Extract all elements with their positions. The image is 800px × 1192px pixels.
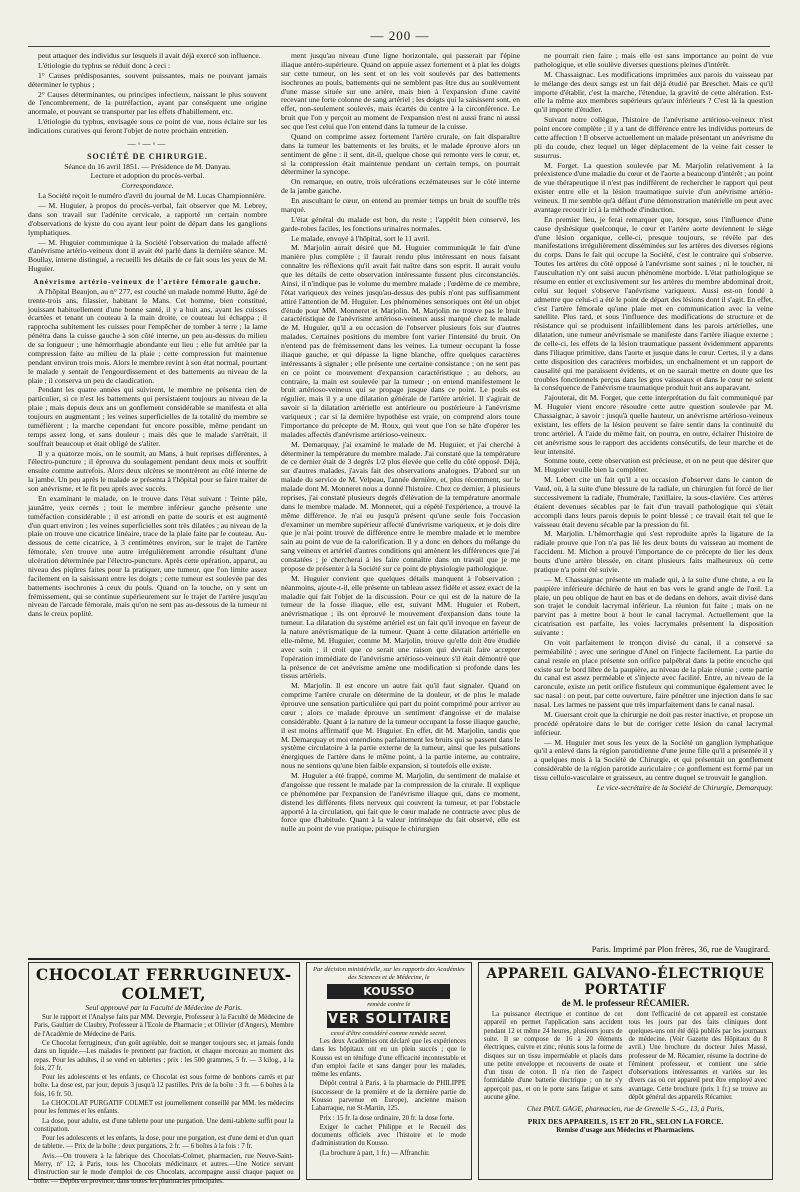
paragraph: L'état général du malade est bon, du reste ; l'appétit bien conservé, les garde-robes faciles, les fonctions urinaires normales. [281,214,520,233]
paragraph: M. Huguier convient que quelques détails manquent à l'observation ; néanmoins, ajoute-t-il, elle présente un tableau assez fidèle et assez exact de la maladie qui fait l'objet de la discussion. Pour ce qui est de la nature de la tumeur de la fosse iliaque, elle est, suivant MM. Huguier et Robert, anévrismatique ; ils ont éprouvé le mouvement d'expansion dans toute la tumeur. La dilatation du système artériel est un fait qu'il invoque en faveur de la nature anévrismatique de la tumeur. Quant à cette dilatation artérielle en elle-même, M. Huguier, comme M. Marjolin, trouve qu'elle doit être étudiée avec soin ; il croit que ce serait une raison qui devrait faire accepter l'opération immédiate de l'anévrisme artérioso-veineux s'il était démontré que la présence de cet anévrisme amène une modification si profonde dans les tissus artériels. [281,573,520,681]
advert-text: La puissance électrique et continue de cet appareil en permet l'application sans accident pendant 12 et même 24 heures, plusieurs jours de suite. Il se compose de 16 à 20 éléments électriques, cuivre et zinc, réunis sous la forme de disques sur un tissu imperméable et placés dans une petite enveloppe et recouverts de ouate et d'un tissu de coton. Il n'a rien de l'aspect formidable d'une batterie électrique ; on ne s'y apperçoit pas, et on le porte sans fatigue et sans aucune gêne. [483,1011,623,1101]
paragraph: Il y a quatorze mois, on le soumit, au Mans, à huit reprises différentes, à l'électro-puncture ; il éprouva du soulagement pendant deux mois et souffrit ensuite comme autrefois. Alors deux ulcères se montrèrent au côté interne de la jambe. Un peu après le malade se présenta à l'hôpital pour se faire traiter de son anévrisme, et le fit peu après avec succès. [28,448,267,493]
paragraph: M. Guersant croit que la chirurgie ne doit pas rester inactive, et propose un procédé opératoire dans le but de corriger cette lésion du canal lacrymal inférieur. [534,709,773,737]
paragraph: L'étiologie du typhus se réduit donc à ceci : [38,60,171,70]
paragraph: M. Forget. La question soulevée par M. Marjolin relativement à la préexistence d'une maladie du cœur et de l'aorte a beaucoup d'intérêt ; au point de vue thérapeutique il n'est pas indifférent de rechercher le rapport qui peut exister entre elle et la lésion traumatique suivie d'un anévrisme artério-veineux. Il me semble qu'à défaut d'une démonstration matérielle on peut avec avantage recourir ici à la méthode d'induction. [534,160,773,214]
paragraph: A l'hôpital Beaujon, au n° 277, est couché un malade nommé Hutte, âgé de trente-trois ans, filassier, habitant le Mans. Cet homme, bien constitué, jouissant habituellement d'une bonne santé, il y a huit ans, ayant les cuisses écartées et tenant un couteau à la main droite, ce couteau lui échappa ; il rapprocha subitement les cuisses pour l'empêcher de tomber à terre ; la lame pénétra dans la cuisse gauche à son côté interne, un peu au-dessus du milieu de sa longueur ; une hémorrhagie abondante eut lieu ; elle fut arrêtée par la compression faite au milieu de la plaie ; cette compression fut maintenue pendant environ trois mois. Alors le membre revint à son état normal, pourtant le malade y sentait de l'engourdissement et des battements au niveau de la plaie ; il conserva un peu de claudication. [28,286,267,385]
paragraph: ne pourrait rien faire ; mais elle est sans importance au point de vue pathologique, et elle soulève diverses questions pleines d'intérêt. [534,51,773,69]
header-rule [28,46,770,47]
advert-title: CHOCOLAT FERRUGINEUX-COLMET, [35,965,292,1003]
paragraph: On voit parfaitement le tronçon divisé du canal, il a conservé sa perméabilité ; avec une seringue d'Anel on l'injecte facilement. La partie du canal restée en place présente son orifice palpébral dans la petite encoche qui existe sur le bord libre de la paupière, au niveau de la plaie réunie ; cette partie du canal est assez perméable et s'injecte avec facilité. Entre, au niveau de la caroncule, existe un petit orifice fistuleux qui communique également avec le sac nasal : on peut, par cette ouverture, faire pénétrer une injection dans le sac nasal. Les larmes ne passent que très imparfaitement dans le canal nasal. [534,637,773,709]
paragraph: M. Huguier a été frappé, comme M. Marjolin, du sentiment de malaise et d'angoisse que ressent le malade par la compression de la crurale. Il explique ce phénomène par l'expansion de l'anévrisme iliaque qui, dans ce moment, distend les différents filets nerveux qui couvrent la tumeur, et par l'obstacle apporté à la circulation, qui fait que le cœur malade ne contracte avec plus de force que d'habitude. Quant à la valeur intrinsèque du fait observé, elle est nulle au point de vue pratique, puisque le chirurgien [281,771,520,834]
paragraph: En examinant le malade, on le trouve dans l'état suivant : Teinte pâle, jaunâtre, yeux cernés ; tout le membre inférieur gauche présente une tuméfaction considérable ; il est arrondi en patte de souris et est augmenté d'un quart environ ; les veines superficielles sont très dilatées ; au niveau de la plaie on trouve une cicatrice linéaire, trace de la plaie faite par le couteau. Au-dessous de cette cicatrice, à 3 centimètres environ, sur le trajet de l'artère fémorale, s'en trouve une autre irrégulièrement arrondie résultant d'une ulcération déterminée par l'électro-puncture. Après cette opération, apparut, au niveau des piqûres faites pour la pratiquer, une tumeur, que l'on limite assez facilement en la saisissant entre les doigts ; cette tumeur est soulevée par des battements isochrones à ceux du pouls. Quand on la touche, on y sent un frémissement, qui se continue supérieurement sur le trajet de l'artère jusqu'au niveau de l'arcade fémorale, mais qu'on ne sent pas au-dessous de la tumeur ni dans le creux poplité. [28,493,267,619]
advert-text: Le CHOCOLAT PURGATIF COLMET est journellement conseillé par MM. les médecins pour les femmes et les enfants. [34,1100,294,1116]
paragraph: On remarque, en outre, trois ulcérations eczémateuses sur le côté interne de la jambe gauche. [281,177,520,196]
advert-text: remède contre le [367,1000,411,1008]
advert-text: Prix : 15 fr. la dose ordinaire, 20 fr. la dose forte. [319,1114,455,1122]
advert-text: Avis.—On trouvera à la fabrique des Chocolats-Colmet, pharmacien, rue Neuve-Saint-Merry, n° 12, à Paris, tous les Chocolats médicinaux et autres.—Une Notice servant d'instruction sur le mode d'emploi de ces Chocolats, accompagne aussi chaque paquet ou boîte. — Dépôts en province, dans toutes les pharmacies principales. [34,1152,294,1185]
subheading: Correspondance. [121,181,174,191]
advert-text: Pour les adolescents et les enfants, la dose, pour une purgation, est d'une demi et d'un quart de tablette. — Prix de la boîte : deux purgations, 2 fr. — 6 boîtes à la fois : 7 fr. [34,1135,294,1151]
paragraph: — M. Huguier met sous les yeux de la Société un ganglion lymphatique qu'il a enlevé dans la région parotidienne d'une jeune fille qu'il a présentée il y a quelques mois à la Société de Chirurgie, et qui présentait un gonflement considérable de la région parotide auriculaire ; ce gonflement est formé par un tissu cellulo-vasculaire et graisseux, au centre duquel se trouvait le ganglion. [534,737,773,782]
paragraph: 1° Causes prédisposantes, souvent puissantes, mais ne pouvant jamais déterminer le typhus ; [28,70,267,89]
paragraph: — M. Huguier communique à la Société l'observation du malade affecté d'anévrisme artério-veineux dont il avait été parlé dans la dernière séance. M. Boullay, interne distingué, a recueilli les détails de ce fait sous les yeux de M. Huguier. [28,237,267,274]
signature-line: Le vice-secrétaire de la Société de Chirurgie, Demarquay. [596,782,773,792]
paragraph: Le malade, envoyé à l'hôpital, sort le 11 avril. [291,233,430,243]
advert-subtitle: de M. le professeur RÉCAMIER. [561,998,690,1009]
paragraph: Lecture et adoption du procès-verbal. [90,171,205,181]
paragraph: M. Marjolin. L'hémorrhagie qui s'est reproduite après la ligature de la radiale prouve que l'on n'a pas lié les deux bouts du vaisseau au moment de l'accident. M. Michon a prouvé l'importance de ce précepte de lier les deux bouts d'une artère blessée, en citant plusieurs faits malheureux où cette pratique n'a point été suivie. [534,529,773,574]
advert-text: Sur le rapport et l'Analyse faits par MM. Devergie, Professeur à la Faculté de Médecine de Paris, Gaultier de Claubry, Professeur à l'Ecole de Pharmacie ; et Ollivier (d'Angers), Membre de l'Académie de Médecine de Paris. [34,1014,294,1038]
advert-price: PRIX DES APPAREILS, 15 ET 20 FR., SELON LA FORCE. [527,1117,724,1127]
advert-chocolat [28,962,300,1185]
case-heading: Anévrisme artério-veineux de l'artère fémorale gauche. [33,277,262,287]
paragraph: Quand on comprime assez fortement l'artère crurale, on fait disparaître dans la tumeur les battements et les bruits, et le malade éprouve alors un sentiment de gêne : il sent, dit-il, quelque chose qui remonte vers le cœur, et, si la compression était maintenue pendant un certain temps, on pourrait déterminer la syncope. [281,131,520,177]
paragraph: M. Marjolin. Il est encore un autre fait qu'il faut signaler. Quand on comprime l'artère crurale on détermine de la douleur, et de plus le malade éprouve une sensation particulière qui part du point comprimé pour arriver au cœur ; alors ce malade éprouve un sentiment d'angoisse et de malaise considérable. Quant à la nature de la tumeur occupant la fosse iliaque gauche, il est moins affirmatif que M. Huguier. En effet, dit M. Marjolin, tandis que M. Demarquay et moi entendions parfaitement les bruits qui se passent dans le système circulatoire à la partie externe de la tumeur, ainsi que les pulsations énergiques de l'artère dans le même point, à la partie interne, au contraire, nous ne sentions qu'une bien faible expansion, si toutefois elle existe. [281,681,520,771]
advert-text: Ce Chocolat ferrugineux, d'un goût agréable, doit se manger toujours sec, et jamais fondu dans un liquide.—Les malades le prennent par fraction, et chaque morceau au moment des repas. Pour les adultes, il se vend en tablettes ; prix : les 500 grammes, 5 fr. — 3 kilog., à la fois, 27 fr. [34,1040,294,1072]
advert-subtitle: Seul approuvé par la Faculté de Médecine de Paris. [85,1003,243,1013]
article-columns [28,52,773,942]
paragraph: L'étiologie du typhus, envisagée sous ce point de vue, nous éclaire sur les indications curatives qui feront l'objet de notre prochain entretien. [28,117,267,135]
paragraph: J'ajouterai, dit M. Forget, que cette interprétation du fait communiqué par M. Huguier vient encore résoudre cette autre question soulevée par M. Chassaignac, à savoir : jusqu'à quelle hauteur, un anévrisme artérioso-veineux existant, les effets de la lésion peuvent se faire sentir dans la continuité du tronc artériel. À l'aide du même fait, on pourra, en outre, éclairer l'histoire de cet anévrisme sous le rapport des accidents consécutifs, de leur marche et de leur intensité. [534,393,773,456]
advert-title: APPAREIL GALVANO-ÉLECTRIQUE PORTATIF [486,966,765,999]
advert-text: cessé d'être considéré comme remède secret. [330,1030,447,1038]
column-2 [281,52,520,942]
paragraph: Pendant les quatre années qui suivirent, le membre ne présenta rien de particulier, si ce n'est les battements qui persistaient toujours au niveau de la plaie ; mais depuis deux ans un gonflement considérable se manifesta et alla toujours en augmentant ; les veines superficielles de la totalité du membre se tuméfièrent ; la marche cependant fut encore possible, même pendant un temps assez long, et sans douleur ; mais dès que le malade s'arrêtait, il souffrait beaucoup et était obligé de s'aliter. [28,385,267,448]
paragraph: M. Demarquay, j'ai examiné le malade de M. Huguier, et j'ai cherché à déterminer la température du membre malade. J'ai constaté que la température de ce dernier était de 3 degrés 1/2 plus élevée que celle du côté opposé. Déjà, sur d'autres malades, j'avais fait des observations analogues. D'abord sur un malade du service de M. Velpeau, l'année dernière, et, plus récemment, sur le malade dont M. Monneret nous a donné l'histoire. Chez ce dernier, à plusieurs reprises, j'ai constaté plusieurs degrés d'élévation de la température anormale dans le membre malade. M. Monneret, qui a répété l'expérience, a trouvé la même différence. Je n'ai eu jusqu'à présent qu'une seule fois l'occasion d'examiner un membre supérieur affecté d'anévrisme variqueux, et je dois dire que je n'ai point trouvé de différence entre le membre malade et le membre sain au point de vue de la calorification. Il y a donc en dehors du mélange du sang veineux et artériel d'autres conditions qui amènent les différences que j'ai constatées ; je chercherai à les faire connaître dans un travail que je me propose de présenter à la Société sur ce point de physiologie pathologique. [281,439,520,573]
advertisements [28,962,773,1185]
advert-rule [28,958,770,960]
advert-kousso [306,962,472,1180]
kousso-banner: KOUSSO [327,984,450,999]
paragraph: peut attaquer des individus sur lesquels il avait déjà exercé son influence. [38,51,261,60]
paragraph: En premier lieu, je ferai remarquer que, lorsque, sous l'influence d'une cause dyshésique quelconque, le cœur et l'artère aorte deviennent le siège d'une lésion organique, celle-ci, presque toujours, se révèle par des manifestations irrégulièrement disséminées sur les artères des diverses régions du corps. Dans le fait qui occupe la Société, c'est le contraire qui s'observe. Toutes les artères du côté opposé à l'anévrisme sont saines ; ni le toucher, ni l'auscultation n'y ont saisi aucun phénomène morbide. L'état pathologique se résume en entier et exclusivement sur les artères du membre abdominal droit, celui sur lequel s'observe l'anévrisme variqueux. Aussi est-on fondé à admettre que celui-ci a été le point de départ des lésions dont il s'agit. En effet, c'est l'artère fémorale qu'une plaie met en communication avec la veine satellite. Plus tard, et sous l'influence des modifications de structure et de résistance qui se produisent infailliblement dans les parois artérielles, une dilatation, une tumeur anévrismale se manifeste dans l'artère iliaque externe ; de celle-ci, les effets de la lésion traumatique passent évidemment apparents dans l'iliaque primitive, dans l'aorte et jusque dans le cœur. Certes, il y a dans cette disposition des caractères morbides, un enchaînement et un rapport de causalité qui me paraissent évidents, et on ne saurait mettre en doute que les troubles fonctionnels perçus dans les gros vaisseaux et dans le cœur ne soient la conséquence de l'anévrisme traumatique produit huit ans auparavant. [534,214,773,393]
column-1 [28,52,267,942]
paragraph: M. Lebert cite un fait qu'il a eu occasion d'observer dans le canton de Vaud, où, à la suite d'une blessure de la radiale, un chirurgien fut forcé de lier successivement la radiale, l'humérale, l'axillaire, la sous-clavière. Ces artères étaient devenues sécables par le fait d'un travail pathologique qui s'était accompli dans leurs parois depuis le point blessé ; ce travail était tel que le vaisseau était devenu sécable par la pression du fil. [534,475,773,529]
advert-text: Pour les adolescents et les enfants, ce Chocolat est sous forme de bonbons carrés et par boîte. La dose est, par jour, depuis 3 jusqu'à 12 pastilles. Prix de la boîte : 3 fr. — 6 boîtes à la fois, 16 fr. 50. [34,1074,294,1098]
paragraph: — M. Chassaignac présente un malade qui, à la suite d'une chute, a eu la paupière inférieure déchirée de haut en bas vers le grand angle de l'œil. La plaie, un peu oblique de haut en bas et de dedans en dehors, avait divisé dans son trajet le conduit lacrymal inférieur. La réunion fut faite ; mais on ne parvint pas à mettre bout à bout le canal lacrymal. Actuellement que la cicatrisation est parfaite, les voies lacrymales présentent la disposition suivante : [534,574,773,637]
printer-imprint: Paris. Imprimé par Plon frères, 36, rue de Vaugirard. [591,944,770,954]
advert-text: dont l'efficacité de cet appareil est constatée tous les jours par des faits cliniques dont quelques-uns ont été déjà publiés par les journaux de médecine. (Voir Gazette des Hôpitaux du 8 avril.) Une brochure du docteur Jules Massé, professeur de M. Récamier, résume la doctrine de l'éminent professeur, et contient une série d'observations intéressantes et variées sur les divers cas où cet appareil peut être employé avec avantage. Cette brochure (prix 1 fr.) se trouve au dépôt général des appareils Récamier. [628,1011,767,1101]
paragraph: Somme toute, cette observation est précieuse, et on ne peut que désirer que M. Huguier veuille bien la compléter. [534,456,773,475]
paragraph: — M. Huguier, à propos du procès-verbal, fait observer que M. Lebrey, dans son travail sur l'adénite cervicale, a rapporté un certain nombre d'observations de kyste du cou ayant leur point de départ dans les ganglions lymphatiques. [28,201,267,237]
paragraph: La Société reçoit le numéro d'avril du journal de M. Lucas Championnière. [38,191,267,201]
advert-text: (La brochure à part, 1 fr.) — Affranchir. [319,1149,430,1157]
paragraph: M. Marjolin aurait désiré que M. Huguier communiquât le fait d'une manière plus complète ; il faurait rendu plus intéressant en nous faisant connaître les réflexions qu'il avait fait naître dans son esprit. Il aurait voulu que les détails de cette observation intéressante fussent plus circonstanciés. Ainsi, il n'indique pas le volume du membre malade ; l'œdème de ce membre, l'état variqueux des veines jusqu'au-dessus des pubis n'ont pas suffisamment attiré l'attention de M. Huguier. Les phénomènes sensoriques ont été un objet d'étude pour MM. Monneret et Marjolin. M. Marjolin ne trouve pas le bruit caractéristique de l'anévrisme artérioso-veineux aussi marqué chez le malade de M. Huguier, qu'il a eu occasion de l'observer plusieurs fois sur d'autres malades. Certaines positions du membre font varier l'intensité du bruit. On n'entend pas de frémissement dans les veines. La tumeur occupant la fosse iliaque gauche, et qui dépasse la ligne blanche, offre quelques caractères intéressants à signaler ; elle présente une certaine consistance ; on ne sent pas en ce point ce mouvement d'expansion caractéristique ; au dehors, au contraire, la main est soulevée par la tumeur ; on entend manifestement le bruit artérioso-veineux qui se propage jusque dans ce point. Le pouls est régulier, mais il y a une dilatation générale de l'artère artériel. Il s'agirait de savoir si la dilatation artérielle est antérieure ou postérieure à l'anévrisme variqueux ; car si la dernière hypothèse est vraie, on comprend alors toute l'importance du précepte de M. Roux, qui veut que l'on se hâte d'opérer les malades affectés d'anévrisme artérioso-veineux. [281,243,520,439]
advert-two-columns [484,1011,767,1103]
advert-text: Par décision ministérielle, sur les rapports des Académies des Sciences et de Médecine, le [313,966,465,981]
advert-remise: Remise d'usage aux Médecins et Pharmaciens. [556,1126,695,1135]
advert-text: Dépôt central à Paris, à la pharmacie de PHILIPPE (successeur de la première et de la dernière partie de Kousso parvenue en Europe), ancienne maison Labarraque, rue St-Martin, 125. [311,1080,466,1113]
advert-text: Les deux Académies ont déclaré que les expériences dans les hôpitaux ont eu un plein succès ; que le Kousso est un ténifuge d'une efficacité incontestable et d'un emploi facile et sans danger pour les malades, même les enfants. [311,1037,466,1079]
paragraph: Suivant notre collègue, l'histoire de l'anévrisme artérioso-veineux n'est point encore complète ; il y a tant de différence entre les individus porteurs de cette affection ! Il observe actuellement un malade présentant un anévrisme du pli du coude, chez lequel un léger déplacement de la veine fait cesser le susurrus. [534,115,773,160]
advert-appareil [478,962,773,1180]
paragraph: ment jusqu'au niveau d'une ligne horizontale, qui passerait par l'épine iliaque antéro-supérieure. Quand on appuie assez fortement et à plat les doigts sur cette tumeur, on les sent et on les voit soulevés par des battements isochrones au pouls, battements qui ne semblent pas être dus au soulèvement d'une masse située sur une artère, mais bien à l'expansion d'une cavité recevant une forte colonne de sang artériel ; les doigts qui la saisissent sont, en effet, non-seulement soulevés, mais écartés du centre à la circonférence. Le bruit que l'on y perçoit au moment de l'expansion n'est ni aussi franc ni aussi sec que l'est celui que l'on entend dans la tumeur de la cuisse. [281,51,520,131]
ornament-divider: —◦—◦— [127,138,168,148]
page-number: — 200 — [370,28,430,43]
column-3 [534,52,773,942]
ver-solitaire-banner: VER SOLITAIRE [327,1011,450,1027]
advert-address: Chez PAUL GAGE, pharmacien, rue de Grenelle S.-G., 13, à Paris, [526,1104,724,1114]
advert-text: La dose, pour adulte, est d'une tablette pour une purgation. Une demi-tablette suffit pour la constipation. [34,1117,294,1133]
paragraph: En auscultant le cœur, on entend au premier temps un bruit de souffle très marqué. [281,196,520,214]
section-heading: SOCIÉTÉ DE CHIRURGIE. [87,152,208,162]
paragraph: 2° Causes déterminantes, ou principes infectieux, naissant le plus souvent de l'encombrement, de la putréfaction, ayant par conséquent une origine anormale, et pouvant se transporter par les effets d'habillement, etc. [28,89,267,117]
paragraph: M. Chassaignac. Les modifications imprimées aux parois du vaisseau par le mélange des deux sangs est un fait déjà étudié par Breschet. Mais ce qu'il importe d'établir, c'est la marche, l'étendue, la gravité de cette altération. Est-elle la même aux membres supérieurs qu'aux inférieurs ? C'est là la question qu'il importe d'étudier. [534,69,773,115]
session-line: Séance du 16 avril 1851. — Présidence de M. Danyau. [64,161,231,171]
advert-text: Exiger le cachet Philippe et le Recueil des documents officiels avec l'histoire et le mode d'administration du Kousso. [311,1123,466,1148]
